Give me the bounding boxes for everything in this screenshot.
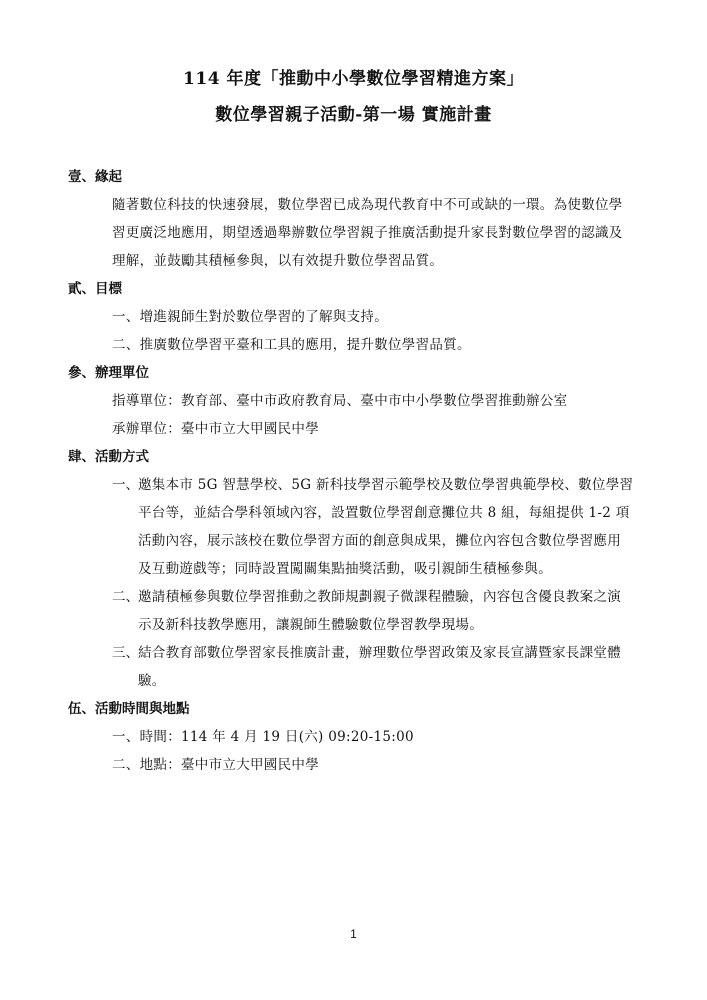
paragraph-line: 隨著數位科技的快速發展，數位學習已成為現代教育中不可或缺的一環。為使數位學 <box>112 197 623 213</box>
list-item-line: 結合教育部數位學習家長推廣計畫，辦理數位學習政策及家長宣講暨家長課堂體 <box>138 645 621 661</box>
list-item-number: 二、 <box>112 589 139 605</box>
section-heading-organizers: 參、辦理單位 <box>68 365 149 381</box>
list-item-line: 示及新科技教學應用，讓親師生體驗數位學習教學現場。 <box>138 617 483 633</box>
list-item-line: 邀集本市 5G 智慧學校、5G 新科技學習示範學校及數位學習典範學校、數位學習 <box>138 477 634 493</box>
list-item-line: 驗。 <box>138 673 166 689</box>
section-heading-origin: 壹、緣起 <box>68 169 122 185</box>
section-heading-time-place: 伍、活動時間與地點 <box>68 701 190 717</box>
list-item-line: 邀請積極參與數位學習推動之教師規劃親子微課程體驗，內容包含優良教案之演 <box>138 589 621 605</box>
list-item-line: 平台等，並結合學科領域內容，設置數位學習創意攤位共 8 組，每組提供 1-2 項 <box>138 505 630 521</box>
list-item-line: 活動內容，展示該校在數位學習方面的創意與成果，攤位內容包含數位學習應用 <box>138 533 621 549</box>
section-heading-activities: 肆、活動方式 <box>68 449 149 465</box>
document-subtitle: 數位學習親子活動-第一場 實施計畫 <box>215 105 492 125</box>
section-heading-goals: 貳、目標 <box>68 281 122 297</box>
organizer-line: 承辦單位：臺中市立大甲國民中學 <box>112 421 319 437</box>
organizer-line: 指導單位：教育部、臺中市政府教育局、臺中市中小學數位學習推動辦公室 <box>112 393 568 409</box>
event-location: 二、地點：臺中市立大甲國民中學 <box>112 757 319 773</box>
list-item: 一、增進親師生對於數位學習的了解與支持。 <box>112 309 388 325</box>
event-time: 一、時間：114 年 4 月 19 日(六) 09:20-15:00 <box>112 729 414 745</box>
paragraph-line: 習更廣泛地應用，期望透過舉辦數位學習親子推廣活動提升家長對數位學習的認識及 <box>112 225 623 241</box>
document-title: 114 年度「推動中小學數位學習精進方案」 <box>183 69 524 89</box>
paragraph-line: 理解，並鼓勵其積極參與，以有效提升數位學習品質。 <box>112 253 444 269</box>
list-item-number: 一、 <box>112 477 139 493</box>
list-item-line: 及互動遊戲等；同時設置闖關集點抽獎活動，吸引親師生積極參與。 <box>138 561 552 577</box>
list-item-number: 三、 <box>112 645 139 661</box>
page-number: 1 <box>350 927 357 941</box>
list-item: 二、推廣數位學習平臺和工具的應用，提升數位學習品質。 <box>112 337 471 353</box>
